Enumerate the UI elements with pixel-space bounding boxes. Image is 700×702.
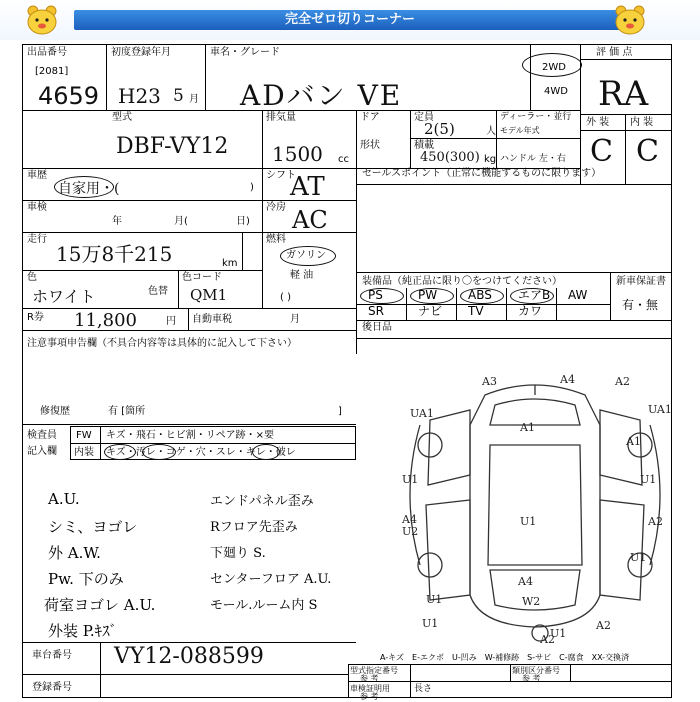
damage-mark: A4 [560,373,575,386]
fw-label: FW [76,430,92,441]
color-code-label: 色コード [182,272,222,283]
category-label: 車歴 [27,170,47,181]
damage-mark: A4 [518,575,533,588]
color-value: ホワイト [32,287,96,306]
fuel-gasoline: ガソリン [286,250,326,261]
inspection-year: 年 [112,216,122,227]
door-label: ドア [360,112,380,123]
fuel-diesel: 軽 油 [290,270,314,281]
displacement-label: 排気量 [266,112,296,123]
damage-mark: A1 [520,421,535,434]
class-sub: 参 考 [522,674,541,683]
inspector-label: 検査員 [27,430,57,441]
damage-mark: U2 [402,525,419,538]
damage-mark: UA1 [648,403,672,416]
evaluation-score: RA [598,74,649,114]
color-label: 色 [27,272,37,283]
damage-mark: U1 [630,551,647,564]
equipment-grid [356,288,610,320]
damage-mark: W2 [522,595,541,608]
chassis-value: VY12-088599 [114,644,264,669]
equipment-item: PW [418,288,438,302]
remark-right-item: モール.ルーム内 S [210,598,318,613]
mileage-label: 走行 [27,234,47,245]
month-suffix: 月 [189,94,199,105]
damage-mark: U1 [520,515,537,528]
mileage-value: 15万8千215 [56,242,173,266]
equipment-circle [360,288,404,304]
remark-right-item: センターフロア A.U. [210,572,332,587]
page-title: 完全ゼロ切りコーナー [284,12,415,27]
length-label: 長さ [414,684,433,694]
cc-unit: cc [338,154,349,165]
km-unit: km [222,258,238,269]
remark-left-item: 外 A.W. [48,544,101,562]
interior-wear-circle [252,444,280,460]
aircon-label: 冷房 [266,202,286,213]
remark-right-item: Rフロア先歪み [210,520,298,535]
type-cert-label: 型式指定番号 [350,666,398,675]
remark-left-item: 荷室ヨゴレ A.U. [44,596,156,614]
exterior-label: 外 装 [586,117,610,128]
shift-value: AT [290,172,325,202]
header-banner [0,0,700,40]
dealer-label: ディーラー・並行 [500,112,572,122]
private-use-circle [54,176,114,198]
interior-dirt-circle [142,444,176,460]
car-damage-diagram [390,365,680,645]
damage-mark: A2 [596,619,611,632]
remark-left-item: 外装 P.ｷｽﾞ [48,622,118,640]
remark-left-item: A.U. [48,490,80,508]
drive-4wd: 4WD [544,86,568,97]
load-value: 450(300) [420,150,480,165]
damage-mark: U1 [640,473,657,486]
exterior-score: C [590,134,613,169]
equipment-item: エアB [518,288,551,302]
equipment-item: TV [468,304,484,318]
damage-mark: A4 [402,513,417,526]
color-code: QM1 [190,286,228,304]
remark-right-item: 下廻り S. [210,546,266,561]
category-close: ) [250,182,254,193]
remark-left-item: シミ、ヨゴレ [48,518,138,536]
equipment-item: SR [368,304,384,318]
type-cert-sub: 参 考 [360,674,379,683]
interior-items: キズ・汚レ・コゲ・穴・スレ・キレ・破レ [106,447,296,458]
evaluation-label: 評 価 点 [596,47,633,58]
person-unit: 人 [486,126,496,137]
damage-mark: A3 [482,375,497,388]
yen-unit: 円 [166,316,176,327]
rear-items-label: 後日品 [362,322,392,333]
damage-mark: U1 [550,627,567,640]
repair-close: ] [338,406,342,417]
capacity-value: 2(5) [424,120,455,138]
load-label: 積載 [414,140,434,151]
interior-row-label: 内装 [74,447,94,458]
registration-month: 5 [173,86,184,106]
lot-number-label: 出品番号 [27,47,67,58]
damage-mark: U1 [402,473,419,486]
fuel-other: ( ) [280,292,291,303]
gasoline-circle [280,246,336,266]
mascot-bear-icon [24,4,60,36]
model-name: ADバン VE [240,79,403,112]
model-year-label: モデル年式 [500,126,540,135]
color-change-label: 色替 [148,286,168,297]
equipment-circle [460,288,504,304]
registration-era: H23 [118,84,161,108]
damage-legend: A-キズ E-エクボ U-凹み W-補修跡 S-サビ C-腐食 XX-交換済 [380,653,630,662]
inspection-day: 日) [236,216,250,227]
model-code-label: 型式 [112,112,132,123]
damage-mark: A1 [626,435,641,448]
inspection-label: 車検 [27,202,47,213]
drive-2wd-circle [522,53,582,77]
damage-mark: U1 [422,617,439,630]
tax-label: 自動車税 [192,314,232,325]
notes-label: 注意事項申告欄（不具合内容等は具体的に記入して下さい） [27,338,297,349]
first-registration-label: 初度登録年月 [111,47,171,58]
remark-right-item: エンドパネル歪み [210,494,314,509]
damage-mark: A2 [615,375,630,388]
record-label: 記入欄 [27,446,57,457]
equipment-circle [410,288,454,304]
remarks-left [40,490,220,650]
damage-mark: A2 [540,633,555,645]
kg-unit: kg [484,154,497,165]
drive-2wd: 2WD [542,62,566,73]
interior-score: C [636,134,659,169]
damage-mark: A2 [648,515,663,528]
category-value: 自家用・( [58,181,120,197]
inspection-month: 月( [174,216,188,227]
class-label: 類別区分番号 [512,666,560,675]
model-code: DBF-VY12 [116,134,229,159]
remark-left-item: Pw. 下のみ [48,570,124,588]
equipment-item: ナビ [418,304,443,318]
title-bar [74,10,626,30]
displacement-value: 1500 [272,142,323,166]
interior-scratch-circle [104,444,136,460]
damage-mark: UA1 [410,407,434,420]
selling-points-label: セールスポイント（正常に機能するものに限ります） [362,168,602,179]
remarks-right [210,490,370,620]
equipment-item: カワ [518,304,543,318]
equipment-item: AW [568,288,588,302]
repair-history-value: 有 [箇所 [108,406,146,417]
new-warranty-label: 新車保証書 [616,276,666,287]
handle-label: ハンドル 左・右 [500,154,566,164]
equipment-circle [510,288,554,304]
damage-mark: U1 [426,593,443,606]
equipment-item: ABS [468,288,492,302]
capacity-label: 定員 [414,112,434,123]
lot-sub-number: [2081] [35,66,69,77]
tax-value: 月 [290,314,300,325]
shift-label: シフト [266,170,296,181]
vehicle-cert-sub: 参 考 [360,692,379,701]
mascot-bear-icon [612,4,648,36]
recycle-value: 11,800 [74,310,137,331]
chassis-label: 車台番号 [32,650,72,661]
equipment-label: 装備品（純正品に限り〇をつけてください） [362,276,562,287]
name-grade-label: 車名・グレード [210,47,280,58]
repair-history-label: 修復歴 [40,406,70,417]
registration-number-label: 登録番号 [32,682,72,693]
vehicle-cert-label: 車検証明用 [350,684,390,693]
lot-number: 4659 [38,82,100,110]
warranty-value: 有・無 [622,298,659,312]
fuel-label: 燃料 [266,234,286,245]
fw-items: キズ・飛石・ヒビ割・リペア跡・×要 [106,430,274,441]
shape-label: 形状 [360,140,380,151]
interior-label: 内 装 [630,117,654,128]
recycle-label: R券 [27,312,44,323]
equipment-item: PS [368,288,383,302]
aircon-value: AC [292,206,328,234]
